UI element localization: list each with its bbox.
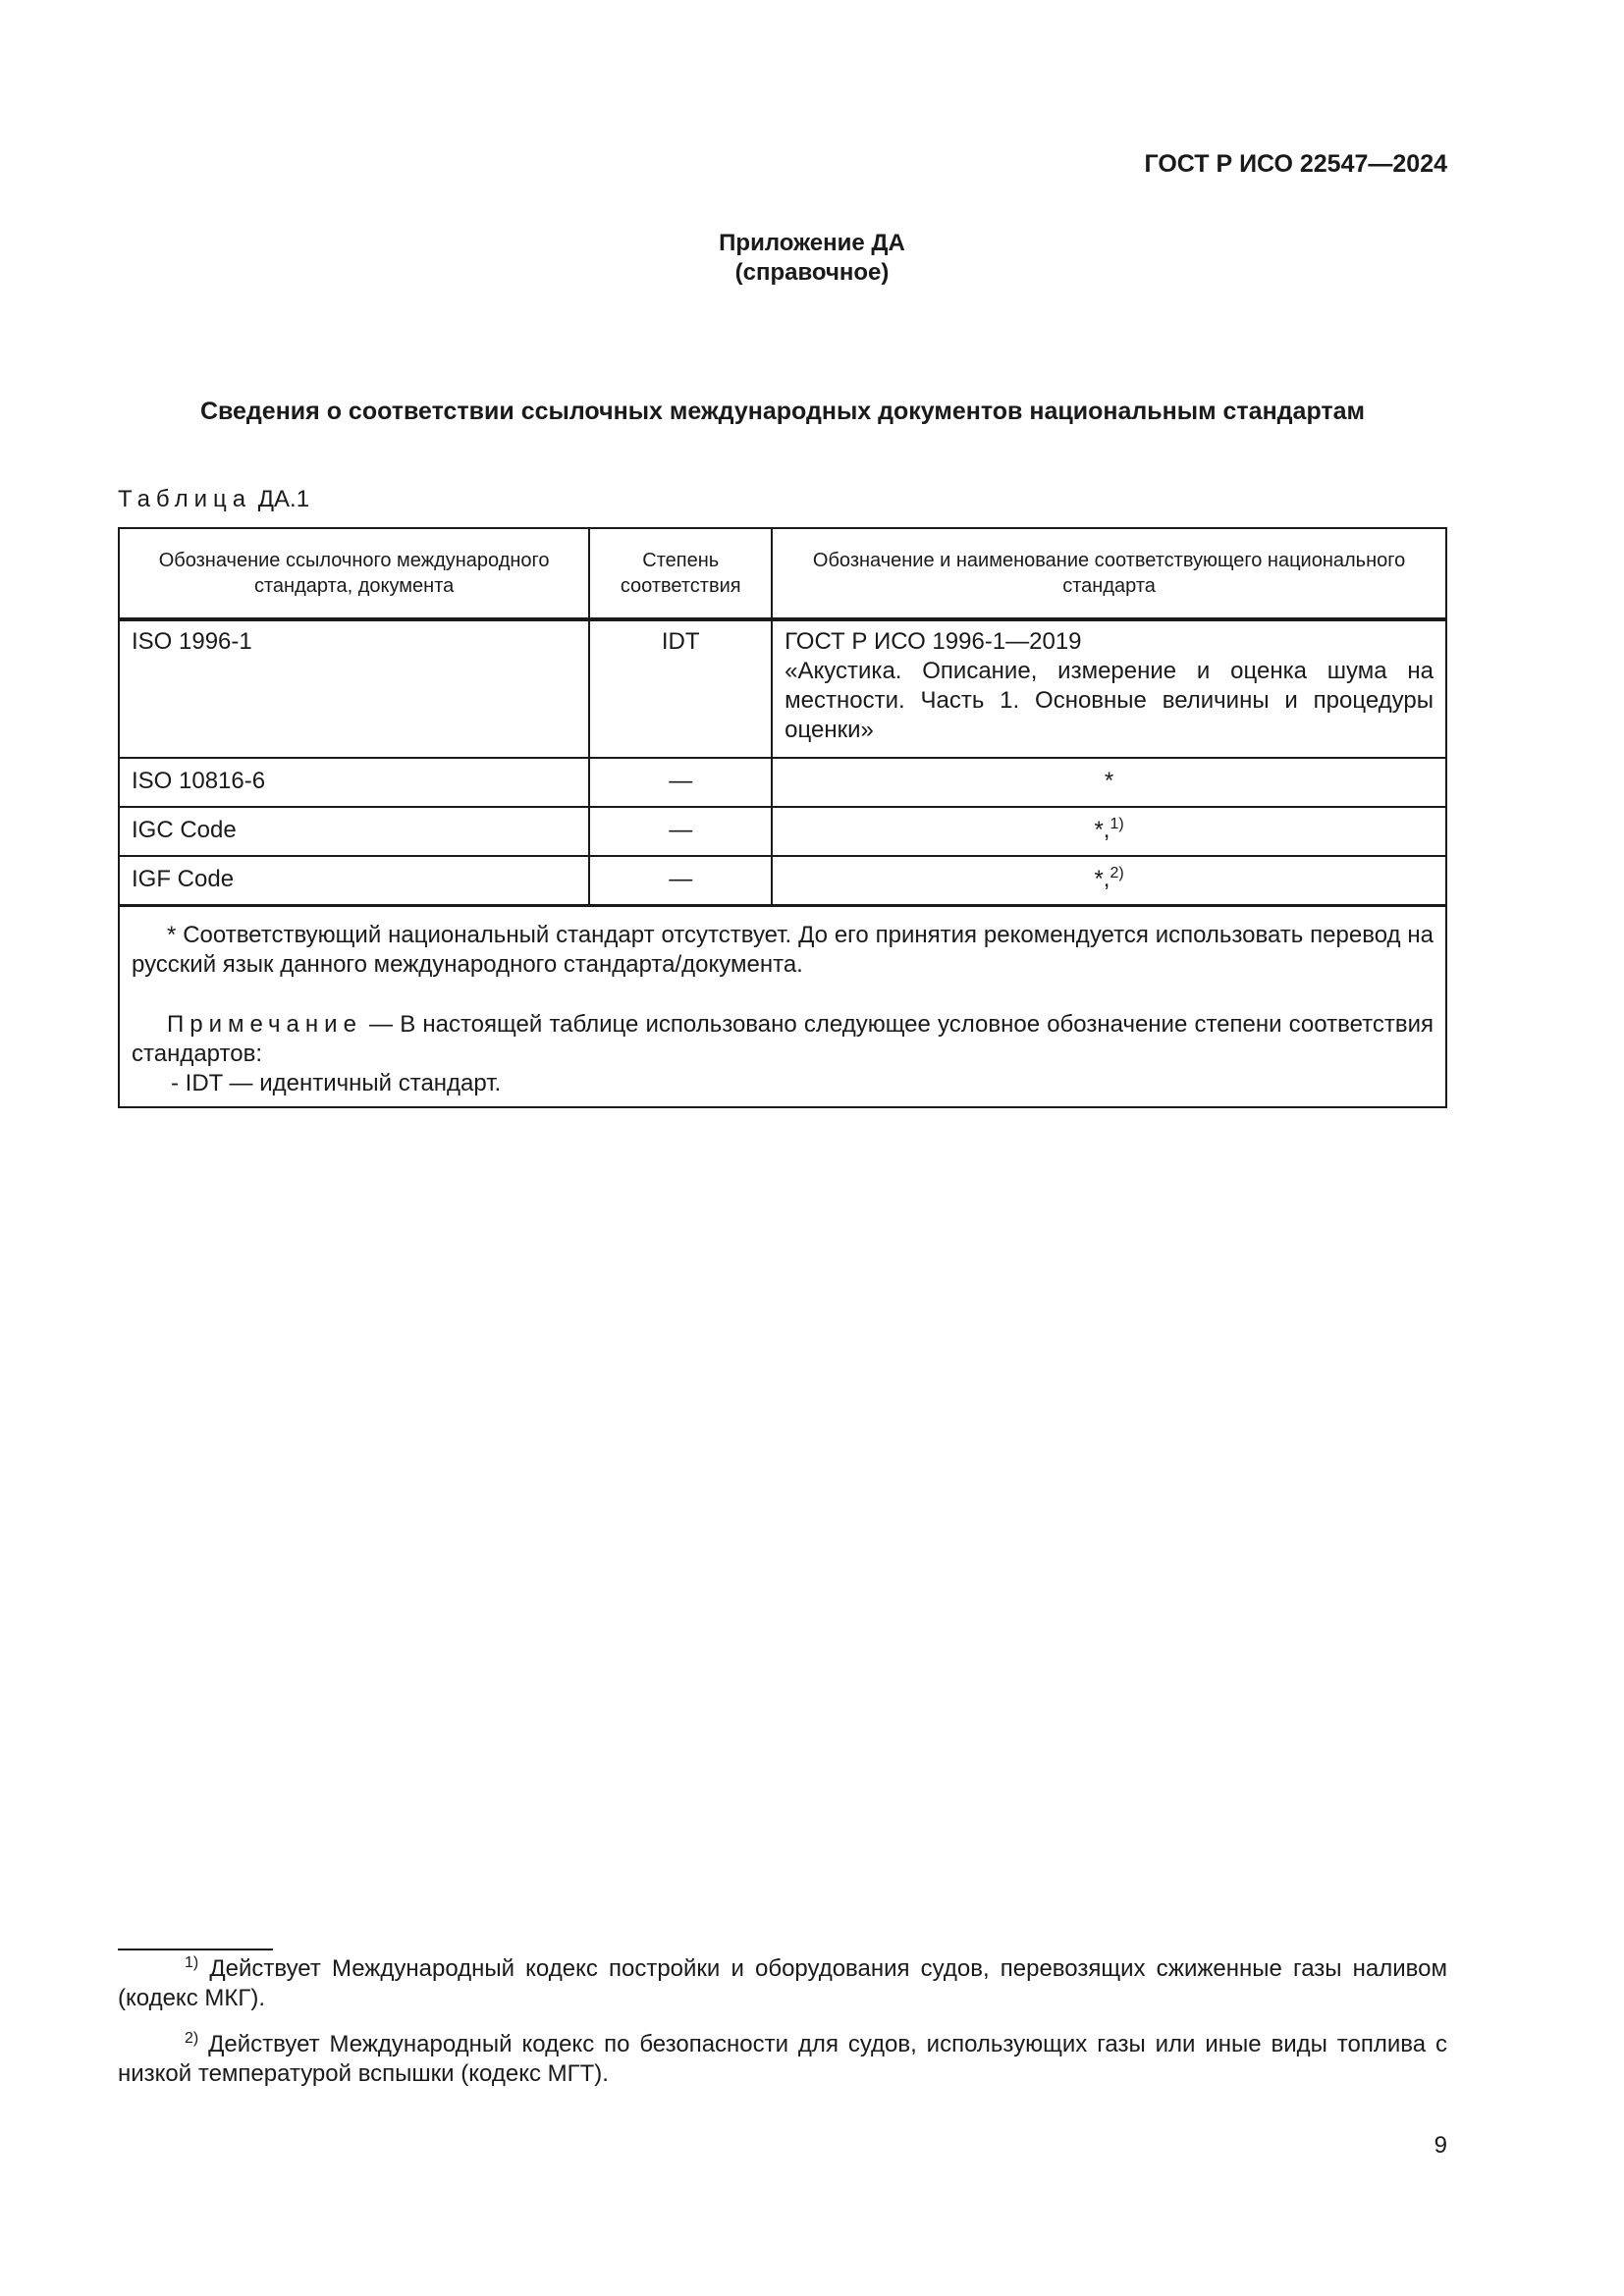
footnote-mark: 2) <box>185 2030 199 2047</box>
footnote-1 <box>118 1954 1447 2013</box>
cell-degree: — <box>589 856 772 906</box>
note-label: Примечание <box>167 1011 362 1038</box>
table-row <box>119 856 1446 906</box>
correspondence-table <box>118 527 1447 1108</box>
national-mark: * <box>1104 768 1114 794</box>
cell-national <box>772 856 1446 906</box>
table-caption-number: ДА.1 <box>257 486 310 512</box>
cell-degree: — <box>589 807 772 856</box>
footnote-separator <box>118 1949 273 1950</box>
footnote-mark: 1) <box>185 1954 199 1971</box>
annex-title: Приложение ДА <box>719 230 905 256</box>
star-note: * Соответствующий национальный стандарт отсутствует. До его принятия рекомендуется использовать перевод на русский язык данного международного стандарта/документа. <box>132 922 1434 978</box>
cell-reference: IGC Code <box>119 807 589 856</box>
table-row <box>119 619 1446 758</box>
table-notes <box>119 906 1446 1108</box>
header-degree: Степень соответствия <box>589 528 772 619</box>
national-mark: *, <box>1094 866 1110 892</box>
footnote-ref[interactable]: 1) <box>1110 816 1124 832</box>
cell-national <box>772 619 1446 758</box>
footnote-text: Действует Международный кодекс по безопасности для судов, использующих газы или иные виды топлива с низкой температурой вспышки (кодекс МГТ). <box>118 2031 1447 2087</box>
page-number: 9 <box>1434 2132 1447 2159</box>
table-footer-row <box>119 906 1446 1108</box>
footnote-ref[interactable]: 2) <box>1110 865 1124 881</box>
table-header-row <box>119 528 1446 619</box>
footnote-text: Действует Международный кодекс постройки и оборудования судов, перевозящих сжиженные газы наливом (кодекс МКГ). <box>118 1955 1447 2011</box>
national-name: «Акустика. Описание, измерение и оценка шума на местности. Часть 1. Основные величины и процедуры оценки» <box>785 658 1434 743</box>
annex-type: (справочное) <box>734 259 890 286</box>
header-reference-standard: Обозначение ссылочного международного стандарта, документа <box>119 528 589 619</box>
note-item: - IDT — идентичный стандарт. <box>171 1070 502 1096</box>
cell-national <box>772 807 1446 856</box>
table-caption <box>118 486 309 513</box>
table-row <box>119 807 1446 856</box>
cell-degree: IDT <box>589 619 772 758</box>
cell-national <box>772 758 1446 807</box>
national-mark: *, <box>1094 817 1110 843</box>
footnote-2 <box>118 2030 1447 2089</box>
cell-degree: — <box>589 758 772 807</box>
header-national-standard: Обозначение и наименование соответствующего национального стандарта <box>772 528 1446 619</box>
section-title: Сведения о соответствии ссылочных международных документов национальным стандартам <box>199 398 1366 425</box>
document-id: ГОСТ Р ИСО 22547—2024 <box>1144 150 1447 178</box>
cell-reference: IGF Code <box>119 856 589 906</box>
cell-reference: ISO 10816-6 <box>119 758 589 807</box>
note-text: — В настоящей таблице использовано следующее условное обозначение степени соответствия стандартов: <box>132 1011 1434 1067</box>
table-note <box>132 1010 1434 1069</box>
national-code: ГОСТ Р ИСО 1996-1—2019 <box>785 628 1082 655</box>
table-row <box>119 758 1446 807</box>
table-caption-word: Таблица <box>118 486 252 512</box>
cell-reference: ISO 1996-1 <box>119 619 589 758</box>
